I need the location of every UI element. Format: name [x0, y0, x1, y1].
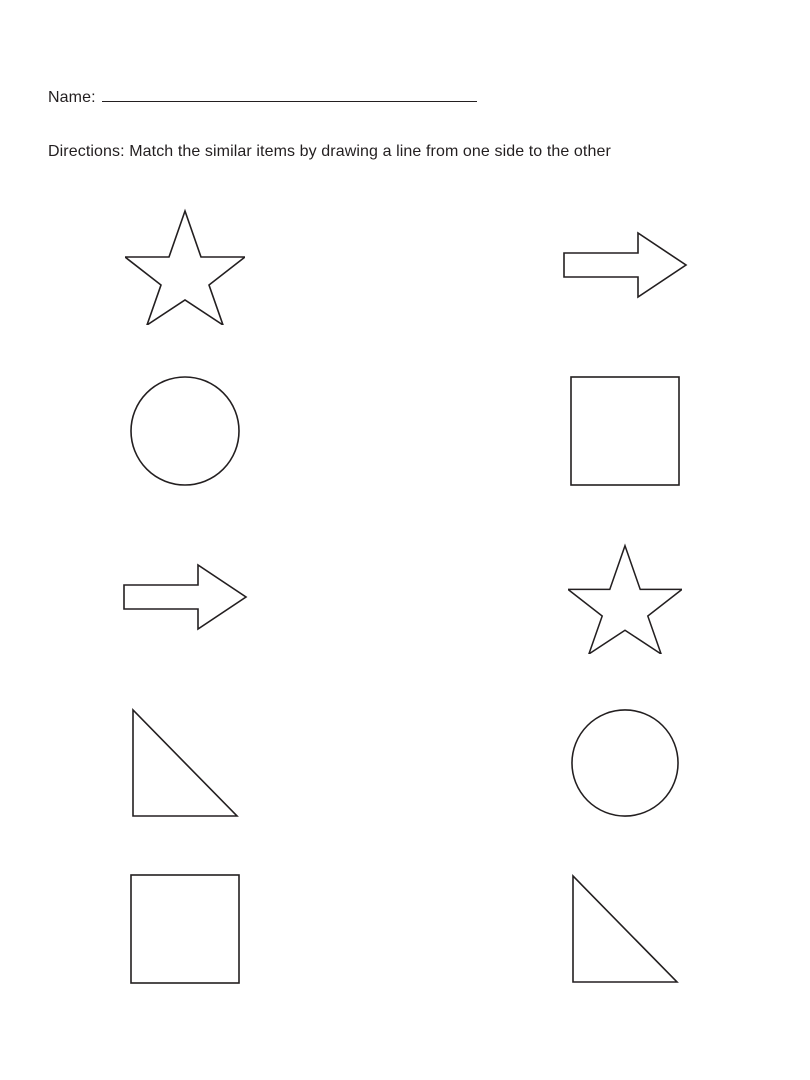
circle-icon — [570, 708, 680, 818]
square-icon — [569, 375, 681, 487]
arrow-right-icon — [562, 229, 688, 301]
directions-text: Directions: Match the similar items by drawing a line from one side to the other — [48, 143, 611, 160]
name-input-blank[interactable] — [102, 88, 477, 102]
left-item-1[interactable] — [60, 348, 310, 514]
right-triangle-icon — [130, 707, 240, 819]
matching-columns — [0, 182, 810, 1012]
right-item-1[interactable] — [500, 348, 750, 514]
circle-icon — [129, 375, 241, 487]
right-item-4[interactable] — [500, 846, 750, 1012]
arrow-right-icon — [122, 561, 248, 633]
star-icon — [568, 540, 682, 654]
left-item-4[interactable] — [60, 846, 310, 1012]
left-item-2[interactable] — [60, 514, 310, 680]
name-row — [48, 88, 477, 107]
right-item-0[interactable] — [500, 182, 750, 348]
right-column — [500, 182, 750, 1012]
right-item-2[interactable] — [500, 514, 750, 680]
right-triangle-icon — [570, 873, 680, 985]
square-icon — [129, 873, 241, 985]
left-item-0[interactable] — [60, 182, 310, 348]
name-label: Name: — [48, 89, 96, 106]
right-item-3[interactable] — [500, 680, 750, 846]
left-column — [60, 182, 310, 1012]
star-icon — [125, 205, 245, 325]
left-item-3[interactable] — [60, 680, 310, 846]
